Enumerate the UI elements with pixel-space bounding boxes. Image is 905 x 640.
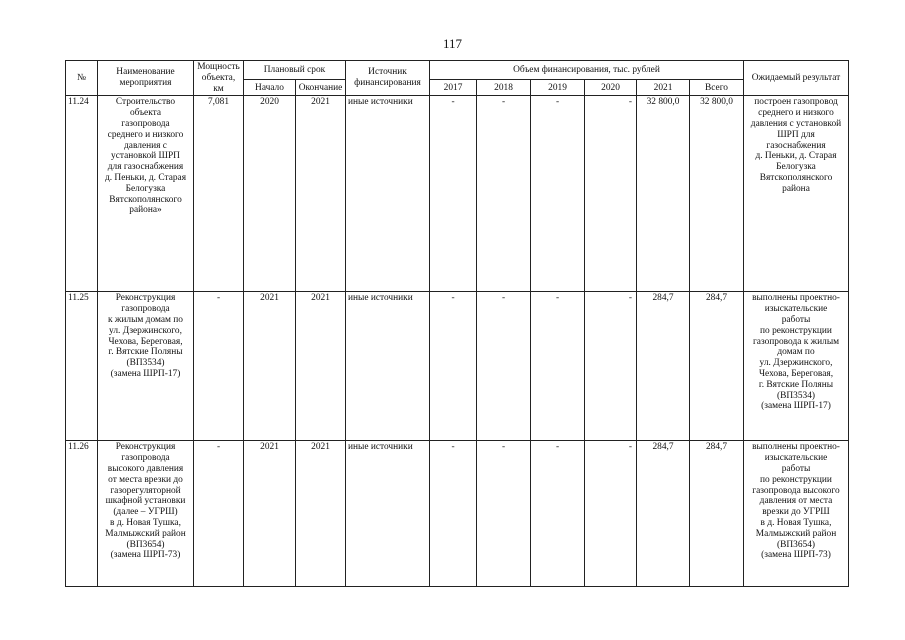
row-2019: - [531,441,585,587]
row-2021: 284,7 [637,292,690,441]
row-capacity: 7,081 [194,96,244,292]
row-result: выполнены проектно- изыскательские работы по реконструкции газопровода к жилым домам по ул. Дзержинского, Чехова, Береговая, г. Вятские Поляны (ВП3534) (замена ШРП-17) [744,292,849,441]
row-name: Реконструкция газопровода высокого давления от места врезки до газорегуляторной шкафной установки (далее – УГРШ) в д. Новая Тушка, Малмыжский район (ВП3654) (замена ШРП-73) [98,441,194,587]
row-result: построен газопровод среднего и низкого давления с установкой ШРП для газоснабжения д. Пеньки, д. Старая Белогузка Вятскополянского района [744,96,849,292]
row-2018: - [477,292,531,441]
table-row [66,292,849,441]
header-year-2020: 2020 [585,80,637,96]
header-end: Окончание [296,80,346,96]
row-2019: - [531,96,585,292]
row-2018: - [477,441,531,587]
row-2019: - [531,292,585,441]
row-name: Реконструкция газопровода к жилым домам по ул. Дзержинского, Чехова, Береговая, г. Вятские Поляны (ВП3534) (замена ШРП-17) [98,292,194,441]
row-end: 2021 [296,441,346,587]
row-num: 11.24 [66,96,98,292]
row-num: 11.26 [66,441,98,587]
row-2017: - [430,292,477,441]
row-start: 2020 [244,96,296,292]
header-year-2019: 2019 [531,80,585,96]
row-2017: - [430,96,477,292]
row-source: иные источники [346,441,430,587]
header-year-2017: 2017 [430,80,477,96]
header-num: № [66,61,98,96]
row-source: иные источники [346,292,430,441]
row-capacity: - [194,292,244,441]
row-2021: 284,7 [637,441,690,587]
row-result: выполнены проектно- изыскательские работы по реконструкции газопровода высокого давления от места врезки до УГРШ в д. Новая Тушка, Малмыжский район (ВП3654) (замена ШРП-73) [744,441,849,587]
page-number: 117 [442,36,463,51]
row-end: 2021 [296,292,346,441]
header-plan-period: Плановый срок [244,61,346,80]
header-result: Ожидаемый результат [744,61,849,96]
header-year-2018: 2018 [477,80,531,96]
row-total: 32 800,0 [690,96,744,292]
row-2020: - [585,292,637,441]
table-row [66,441,849,587]
row-2021: 32 800,0 [637,96,690,292]
header-capacity: Мощность объекта, км [194,61,244,96]
header-start: Начало [244,80,296,96]
table-row [66,96,849,292]
header-total: Всего [690,80,744,96]
row-end: 2021 [296,96,346,292]
row-total: 284,7 [690,441,744,587]
row-2018: - [477,96,531,292]
row-2017: - [430,441,477,587]
row-total: 284,7 [690,292,744,441]
header-row-top [66,61,849,80]
row-2020: - [585,441,637,587]
row-capacity: - [194,441,244,587]
header-funding: Объем финансирования, тыс. рублей [430,61,744,80]
header-name: Наименование мероприятия [98,61,194,96]
row-num: 11.25 [66,292,98,441]
row-start: 2021 [244,292,296,441]
row-source: иные источники [346,96,430,292]
row-name: Строительство объекта газопровода среднего и низкого давления с установкой ШРП для газоснабжения д. Пеньки, д. Старая Белогузка Вятскополянского района» [98,96,194,292]
financing-table [65,60,849,587]
row-2020: - [585,96,637,292]
row-start: 2021 [244,441,296,587]
header-year-2021: 2021 [637,80,690,96]
header-source: Источник финансирования [346,61,430,96]
